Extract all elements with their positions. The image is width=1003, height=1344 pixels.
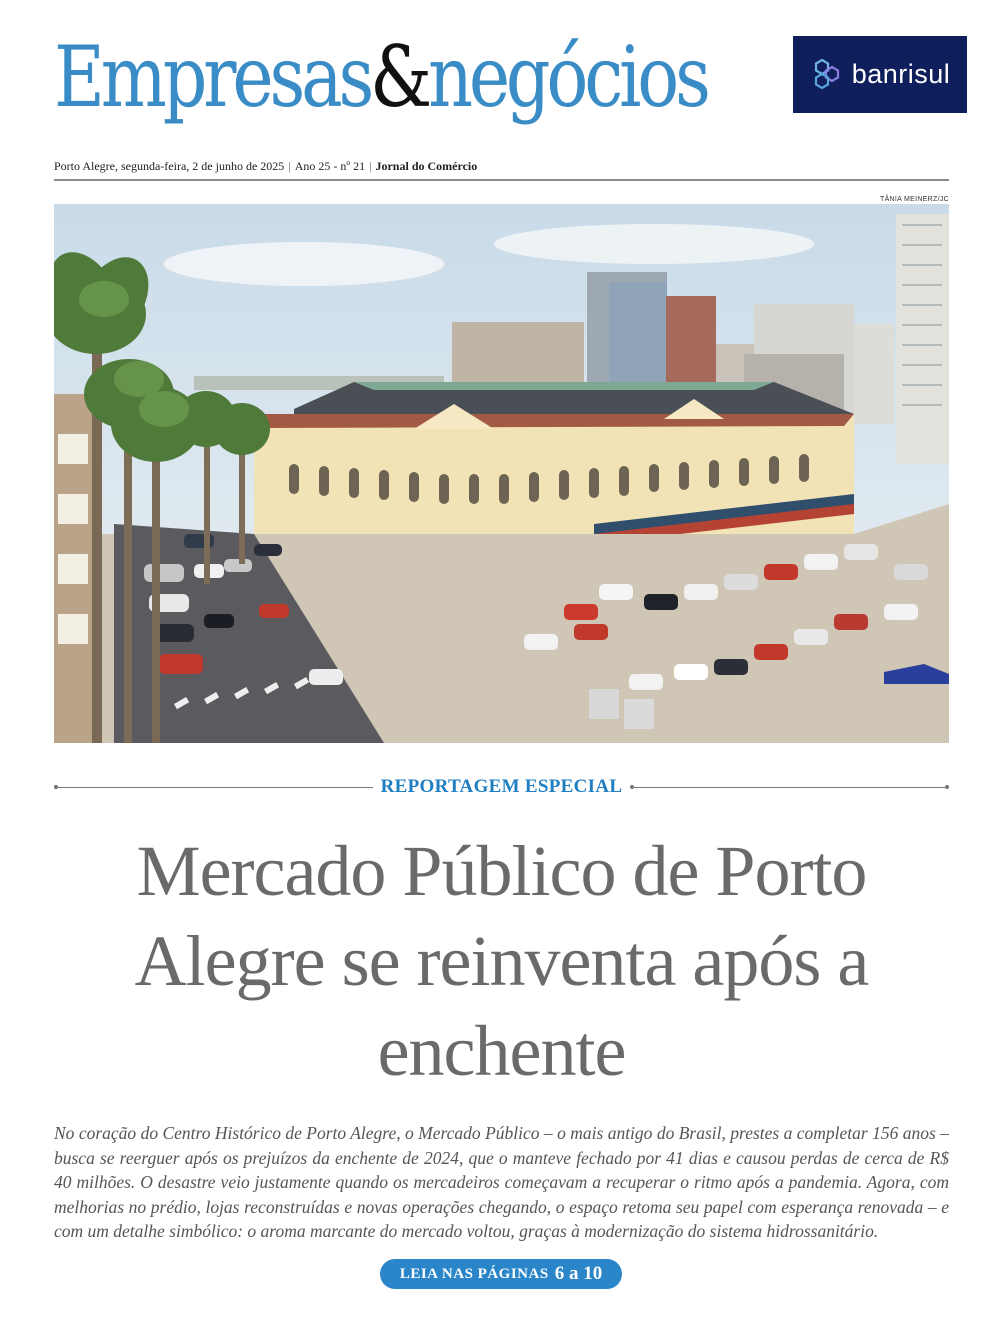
article-headline[interactable]: Mercado Público de Porto Alegre se reinventa após a enchente <box>134 831 869 1091</box>
cta-pages: 6 a 10 <box>554 1263 603 1284</box>
dateline-edition: Ano 25 - nº 21 <box>294 159 366 173</box>
dateline-separator: | <box>369 159 372 173</box>
sponsor-name: banrisul <box>851 59 951 89</box>
article-lead: No coração do Centro Histórico de Porto Alegre, o Mercado Público – o mais antigo do Brasil, prestes a completar 156 anos – busca se reerguer após os prejuízos da enchente de 2024, que o manteve fechado por 41 dias e causou perdas de cerca de R$ 40 milhões. O desastre veio justamente quando os mercadeiros começavam a recuperar o ritmo após a pandemia. Agora, com melhorias no prédio, lojas reconstruídas e novas operações chegando, o espaço retoma seu papel com esperança renovada – e com um detalhe simbólico: o aroma marcante do mercado voltou, graças à modernização do sistema hidrossanitário. <box>54 1123 949 1241</box>
header-divider <box>54 179 949 181</box>
market-photo <box>54 204 949 743</box>
kicker-divider-left <box>54 787 373 788</box>
banrisul-hexagon-logo-icon <box>810 57 846 93</box>
section-kicker-row <box>54 775 949 799</box>
masthead-title-part1: Empresas <box>54 28 371 126</box>
masthead-title <box>54 22 707 132</box>
dateline-place-date: Porto Alegre, segunda-feira, 2 de junho de 2025 <box>54 159 285 173</box>
dateline-separator: | <box>288 159 291 173</box>
dateline-publication: Jornal do Comércio <box>375 159 478 173</box>
masthead-ampersand: & <box>370 28 429 126</box>
kicker-divider-right <box>630 787 949 788</box>
market-photo-illustration <box>54 204 949 743</box>
masthead <box>54 22 774 132</box>
section-kicker: REPORTAGEM ESPECIAL <box>380 776 623 797</box>
banrisul-logo[interactable] <box>793 36 967 113</box>
dateline <box>54 159 949 174</box>
photo-credit: TÂNIA MEINERZ/JC <box>880 196 949 203</box>
read-pages-button[interactable] <box>380 1259 622 1289</box>
cta-label: LEIA NAS PÁGINAS <box>399 1265 549 1282</box>
masthead-title-part2: negócios <box>428 28 707 126</box>
